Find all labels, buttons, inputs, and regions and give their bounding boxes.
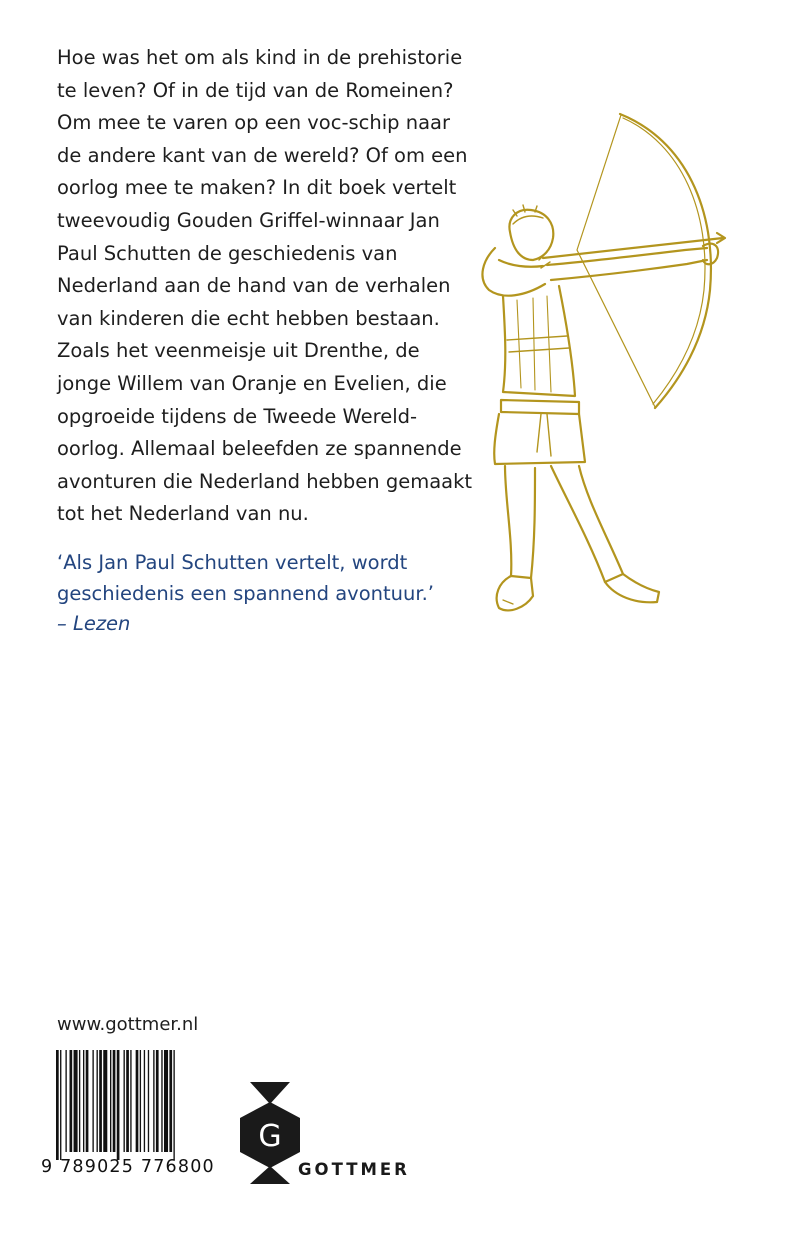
- barcode-bar: [126, 1050, 129, 1152]
- logo-letter: G: [258, 1119, 282, 1154]
- blurb-line: Zoals het veenmeisje uit Drenthe, de: [57, 339, 420, 363]
- barcode-bar: [124, 1050, 125, 1152]
- barcode-bar: [148, 1050, 149, 1152]
- barcode-bar: [117, 1050, 120, 1160]
- barcode-bar: [56, 1050, 59, 1160]
- blurb-line: tweevoudig Gouden Griffel-winnaar Jan: [57, 208, 440, 232]
- barcode-bar: [140, 1050, 141, 1152]
- barcode-bar: [110, 1050, 111, 1152]
- isbn-number: 9 789025 776800: [41, 1157, 215, 1177]
- barcode-bar: [70, 1050, 73, 1152]
- blurb-line: Paul Schutten de geschiedenis van: [57, 241, 398, 265]
- archer-illustration-icon: [455, 100, 755, 640]
- blurb-line: de andere kant van de wereld? Of om een: [57, 143, 468, 167]
- blurb-line: te leven? Of in de tijd van de Romeinen?: [57, 78, 454, 102]
- barcode-bar: [97, 1050, 98, 1152]
- barcode-bar: [156, 1050, 159, 1152]
- barcode-bar: [161, 1050, 162, 1152]
- quote-dash: –: [57, 612, 73, 635]
- barcode-bar: [79, 1050, 80, 1152]
- barcode-bar: [103, 1050, 107, 1152]
- back-cover-blurb: [57, 42, 473, 531]
- blurb-line: oorlog mee te maken? In dit boek vertelt: [57, 176, 457, 200]
- gottmer-logo-icon: [236, 1080, 304, 1184]
- back-leg: [505, 466, 535, 578]
- draw-arm: [482, 248, 545, 296]
- barcode-bar: [173, 1050, 174, 1160]
- barcode-bar: [60, 1050, 61, 1160]
- publisher-name: GOTTMER: [298, 1160, 410, 1179]
- quote-line-1: ‘Als Jan Paul Schutten vertelt, wordt: [57, 551, 408, 574]
- blurb-line: Om mee te varen op een voc-schip naar: [57, 111, 450, 135]
- barcode-bar: [153, 1050, 154, 1152]
- barcode-bar: [144, 1050, 145, 1152]
- blurb-line: jonge Willem van Oranje en Evelien, die: [57, 371, 447, 395]
- barcode-bar: [136, 1050, 139, 1152]
- archer-head: [509, 210, 553, 260]
- review-quote: [57, 548, 477, 640]
- barcode-bar: [130, 1050, 131, 1152]
- blurb-line: van kinderen die echt hebben bestaan.: [57, 306, 440, 330]
- quote-source: Lezen: [72, 612, 131, 635]
- blurb-line: Hoe was het om als kind in de prehistorie: [57, 46, 463, 69]
- front-arm: [547, 248, 707, 265]
- barcode-bar: [86, 1050, 89, 1152]
- front-leg: [551, 466, 623, 582]
- belt: [501, 400, 579, 414]
- blurb-line: Nederland aan de hand van de verhalen: [57, 274, 451, 298]
- barcode-bar: [74, 1050, 78, 1152]
- publisher-website[interactable]: www.gottmer.nl: [57, 1014, 199, 1035]
- blurb-line: opgroeide tijdens de Tweede Wereld-: [57, 404, 418, 428]
- barcode-bar: [99, 1050, 102, 1152]
- barcode-bar: [169, 1050, 172, 1152]
- blurb-line: oorlog. Allemaal beleefden ze spannende: [57, 437, 462, 461]
- barcode-bar: [164, 1050, 168, 1152]
- barcode-bar: [92, 1050, 93, 1152]
- quote-attribution: [57, 609, 477, 640]
- tunic: [503, 286, 575, 396]
- barcode-bar: [83, 1050, 84, 1152]
- quote-line-2: geschiedenis een spannend avontuur.’: [57, 581, 434, 605]
- barcode-bar: [113, 1050, 116, 1152]
- barcode-bar: [65, 1050, 66, 1152]
- blurb-line: avonturen die Nederland hebben gemaakt: [57, 469, 473, 493]
- barcode: [56, 1050, 206, 1160]
- back-foot: [497, 576, 533, 610]
- blurb-line: tot het Nederland van nu.: [57, 502, 309, 526]
